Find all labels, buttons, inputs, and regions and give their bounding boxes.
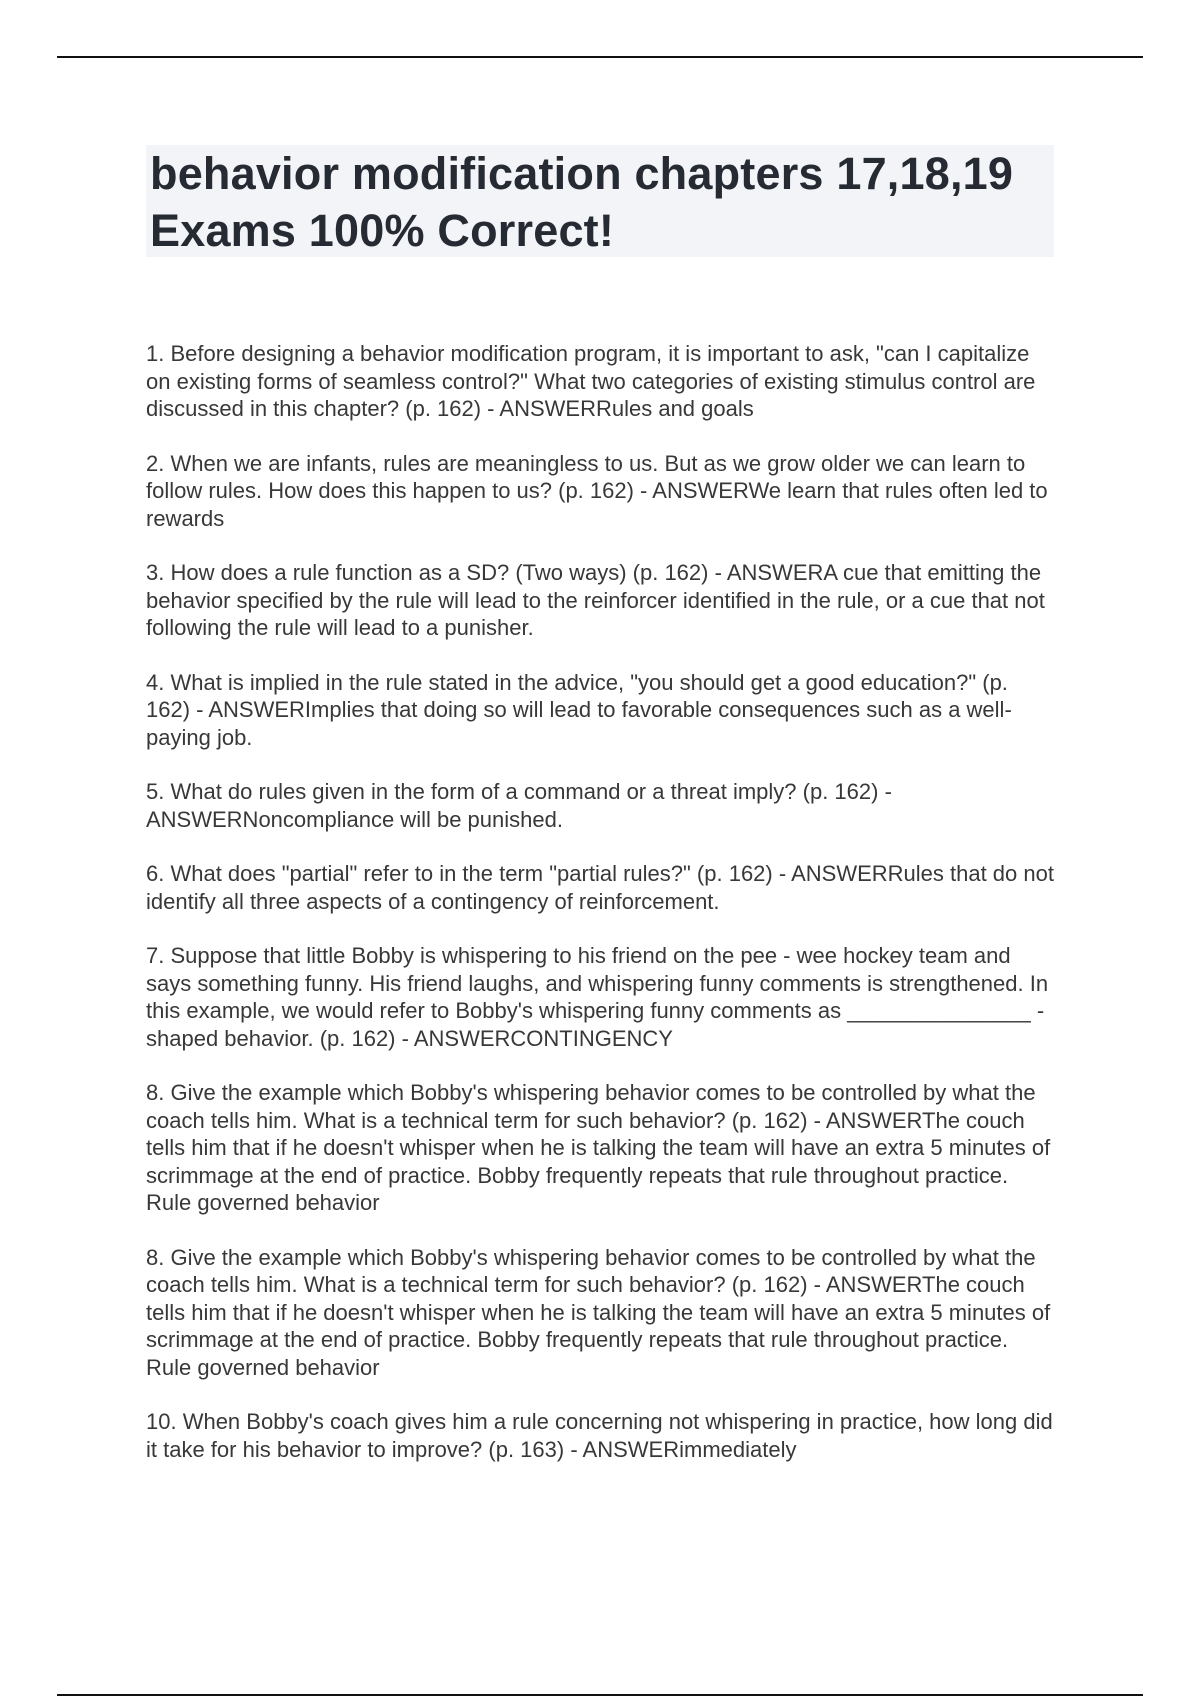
qa-item: 5. What do rules given in the form of a command or a threat imply? (p. 162) - ANSWERNoncompliance will be punished. [146, 779, 892, 832]
qa-item: 3. How does a rule function as a SD? (Two ways) (p. 162) - ANSWERA cue that emitting the behavior specified by the rule will lead to the reinforcer identified in the rule, or a cue that not following the rule will lead to a punisher. [146, 560, 1045, 640]
bottom-divider [57, 1694, 1143, 1696]
qa-item: 2. When we are infants, rules are meaningless to us. But as we grow older we can learn to follow rules. How does this happen to us? (p. 162) - ANSWERWe learn that rules often led to rewards [146, 450, 1048, 531]
qa-item: 6. What does "partial" refer to in the term "partial rules?" (p. 162) - ANSWERRules that do not identify all three aspects of a contingency of reinforcement. [146, 861, 1054, 914]
qa-item: 4. What is implied in the rule stated in the advice, "you should get a good education?" (p. 162) - ANSWERImplies that doing so will lead to favorable consequences such as a well-paying job. [146, 669, 1012, 750]
top-divider [57, 56, 1143, 58]
title-banner [146, 145, 1054, 257]
qa-item: 8. Give the example which Bobby's whispering behavior comes to be controlled by what the coach tells him. What is a technical term for such behavior? (p. 162) - ANSWERThe couch tells him that if he doesn't whisper when he is talking the team will have an extra 5 minutes of scrimmage at the end of practice. Bobby frequently repeats that rule throughout practice. Rule governed behavior [146, 1244, 1051, 1380]
qa-item: 8. Give the example which Bobby's whispering behavior comes to be controlled by what the coach tells him. What is a technical term for such behavior? (p. 162) - ANSWERThe couch tells him that if he doesn't whisper when he is talking the team will have an extra 5 minutes of scrimmage at the end of practice. Bobby frequently repeats that rule throughout practice. Rule governed behavior [146, 1080, 1051, 1215]
qa-item: 10. When Bobby's coach gives him a rule concerning not whispering in practice, how long did it take for his behavior to improve? (p. 163) - ANSWERimmediately [146, 1409, 1053, 1462]
qa-list [146, 340, 1056, 1490]
qa-item: 7. Suppose that little Bobby is whispering to his friend on the pee - wee hockey team and says something funny. His friend laughs, and whispering funny comments is strengthened. In this example, we would refer to Bobby's whispering funny comments as _______________ - shaped behavior. (p. 162) - ANSWERCONTINGENCY [146, 943, 1049, 1051]
document-title: behavior modification chapters 17,18,19 Exams 100% Correct! [150, 148, 1014, 256]
qa-item: 1. Before designing a behavior modification program, it is important to ask, "can I capitalize on existing forms of seamless control?" What two categories of existing stimulus control are discussed in this chapter? (p. 162) - ANSWERRules and goals [146, 341, 1036, 421]
